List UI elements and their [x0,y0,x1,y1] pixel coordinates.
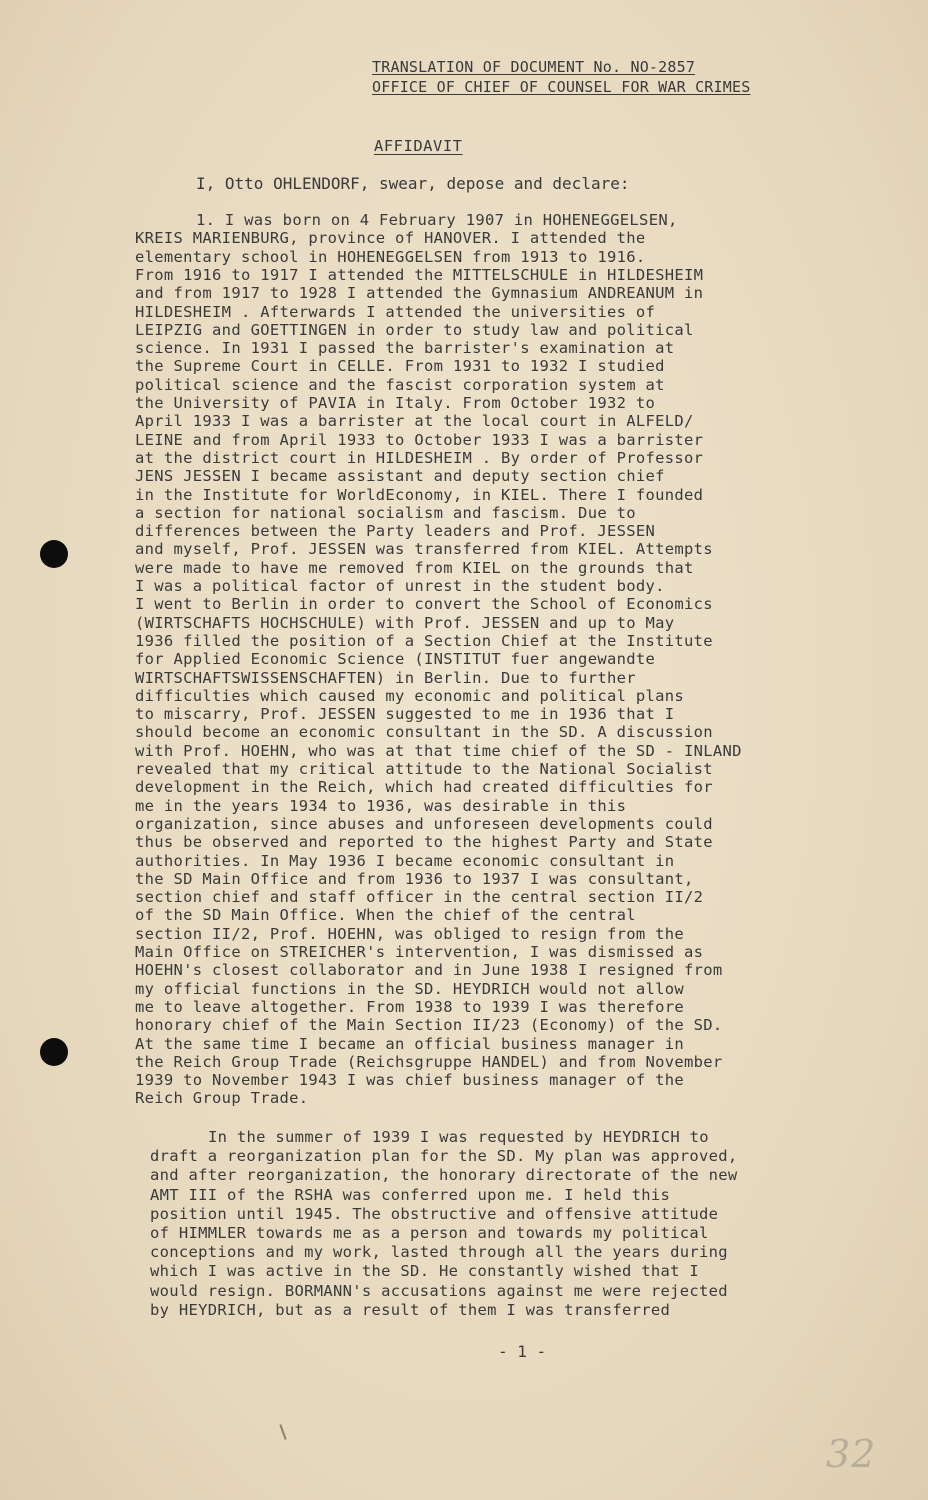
text-line: draft a reorganization plan for the SD. My plan was approved, [150,1147,738,1166]
text-line: section chief and staff officer in the central section II/2 [135,888,704,907]
text-line: 1. I was born on 4 February 1907 in HOHENEGGELSEN, [196,211,678,229]
text-line: differences between the Party leaders and Prof. JESSEN [135,522,656,541]
text-line: and after reorganization, the honorary directorate of the new [150,1166,738,1185]
text-line: JENS JESSEN I became assistant and deputy section chief [135,467,665,486]
text-line: 1939 to November 1943 I was chief business manager of the [135,1071,685,1090]
text-line: and from 1917 to 1928 I attended the Gymnasium ANDREANUM in [135,284,704,303]
text-line: my official functions in the SD. HEYDRICH would not allow [135,979,685,998]
office-header: OFFICE OF CHIEF OF COUNSEL FOR WAR CRIMES [372,78,751,96]
text-line: should become an economic consultant in the SD. A discussion [135,723,713,742]
text-line: development in the Reich, which had created difficulties for [135,778,713,797]
text-line: AMT III of the RSHA was conferred upon me. I held this [150,1185,671,1204]
text-line: the Reich Group Trade (Reichsgruppe HANDEL) and from November [135,1052,723,1071]
text-line: with Prof. HOEHN, who was at that time chief of the SD - INLAND [135,741,742,760]
text-line: of HIMMLER towards me as a person and towards my political [150,1224,709,1242]
text-line: I was a political factor of unrest in the student body. [135,577,665,595]
text-line: of the SD Main Office. When the chief of the central [135,906,636,925]
text-line: From 1916 to 1917 I attended the MITTELSCHULE in HILDESHEIM [135,265,704,284]
text-line: in the Institute for WorldEconomy, in KIEL. There I founded [135,485,704,504]
text-line: revealed that my critical attitude to the National Socialist [135,760,713,778]
text-line: HOEHN's closest collaborator and in June 1938 I resigned from [135,961,723,980]
text-line: At the same time I became an official business manager in [135,1034,685,1053]
text-line: April 1933 I was a barrister at the local court in ALFELD/ [135,412,694,431]
text-line: 1936 filled the position of a Section Chief at the Institute [135,631,713,650]
text-line: science. In 1931 I passed the barrister's examination at [135,339,675,358]
text-line: position until 1945. The obstructive and offensive attitude [150,1204,719,1223]
page-number: - 1 - [498,1342,547,1361]
text-line: honorary chief of the Main Section II/23 (Economy) of the SD. [135,1016,723,1035]
pencil-mark [279,1424,286,1440]
text-line: a section for national socialism and fascism. Due to [135,503,636,522]
text-line: elementary school in HOHENEGGELSEN from 1913 to 1916. [135,247,646,266]
text-line: Reich Group Trade. [135,1089,309,1108]
punch-hole [40,1038,68,1066]
text-line: the SD Main Office and from 1936 to 1937 I was consultant, [135,869,694,888]
text-line: me to leave altogether. From 1938 to 1939 I was therefore [135,997,685,1016]
text-line: me in the years 1934 to 1936, was desirable in this [135,796,627,815]
text-line: HILDESHEIM . Afterwards I attended the universities of [135,302,656,321]
pencil-page-annotation: 32 [826,1432,877,1476]
text-line: by HEYDRICH, but as a result of them I was transferred [150,1300,671,1319]
text-line: to miscarry, Prof. JESSEN suggested to me in 1936 that I [135,705,675,724]
text-line: thus be observed and reported to the highest Party and State [135,833,713,852]
text-line: were made to have me removed from KIEL on the grounds that [135,558,694,577]
document-title: AFFIDAVIT [374,137,463,155]
text-line: WIRTSCHAFTSWISSENSCHAFTEN) in Berlin. Due to further [135,668,636,687]
text-line: LEINE and from April 1933 to October 1933 I was a barrister [135,430,704,449]
text-line: difficulties which caused my economic and political plans [135,686,685,705]
opening-statement: I, Otto OHLENDORF, swear, depose and declare: [196,174,630,193]
text-line: I went to Berlin in order to convert the School of Economics [135,595,713,614]
text-line: the University of PAVIA in Italy. From October 1932 to [135,394,656,412]
punch-hole [40,540,68,568]
text-line: for Applied Economic Science (INSTITUT fuer angewandte [135,650,656,669]
text-line: KREIS MARIENBURG, province of HANOVER. I attended the [135,229,646,248]
translation-header: TRANSLATION OF DOCUMENT No. NO-2857 [372,58,696,76]
text-line: (WIRTSCHAFTS HOCHSCHULE) with Prof. JESSEN and up to May [135,613,675,632]
text-line: organization, since abuses and unforeseen developments could [135,814,713,833]
text-line: section II/2, Prof. HOEHN, was obliged to resign from the [135,924,685,943]
text-line: political science and the fascist corporation system at [135,375,665,394]
text-line: In the summer of 1939 I was requested by HEYDRICH to [208,1128,709,1146]
text-line: and myself, Prof. JESSEN was transferred from KIEL. Attempts [135,540,713,559]
text-line: would resign. BORMANN's accusations against me were rejected [150,1281,728,1300]
text-line: conceptions and my work, lasted through all the years during [150,1243,728,1262]
text-line: the Supreme Court in CELLE. From 1931 to 1932 I studied [135,357,665,376]
text-line: authorities. In May 1936 I became economic consultant in [135,851,675,870]
text-line: which I was active in the SD. He constantly wished that I [150,1262,700,1281]
text-line: Main Office on STREICHER's intervention, I was dismissed as [135,943,704,961]
text-line: LEIPZIG and GOETTINGEN in order to study law and political [135,320,694,339]
text-line: at the district court in HILDESHEIM . By order of Professor [135,448,704,467]
